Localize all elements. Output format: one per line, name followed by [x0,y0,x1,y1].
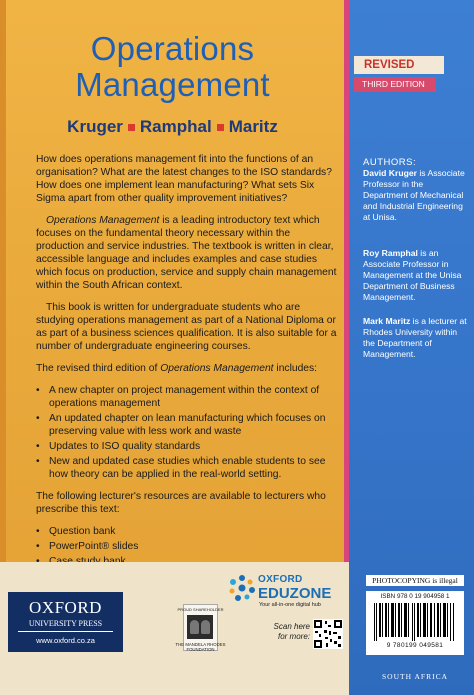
title-line-1: Operations [90,30,255,67]
figure-icon [190,620,199,634]
title-line-2: Management [75,66,270,103]
list-item: • PowerPoint® slides [36,540,337,553]
barcode-digits: 9 780199 049581 [386,642,444,649]
list-item: • Question bank [36,525,337,538]
oxford-url: www.oxford.co.za [36,636,95,645]
eduzone-dots-icon [228,574,256,602]
author-names [0,117,345,137]
revised-badge: REVISED [354,56,444,74]
eduzone-tagline: Your all-in-one digital hub [259,602,321,608]
eduzone-logo [228,570,348,610]
author-bio-name: David Kruger [363,168,417,178]
blurb-audience: This book is written for undergraduate students who are studying operations management as part of a National Diploma or as part of a business sciences qualification. It is also suitable for a number of undergraduate engineering courses. [36,302,337,352]
mandela-top-label: PROUD SHAREHOLDER [177,607,224,612]
author-bio-ramphal [363,248,467,303]
divider [18,631,113,632]
isbn-label: ISBN 978 0 19 904958 1 [380,593,450,600]
portrait-icon [187,615,213,639]
figure-icon [201,620,210,634]
author-bio-text: is a lecturer at Rhodes University within the Department of Management. [363,316,467,359]
includes-intro-pre: The revised third edition of [36,363,161,374]
author-bio-maritz [363,316,467,360]
author-kruger: Kruger [67,117,123,136]
edition-badge: THIRD EDITION [354,77,436,92]
oxford-logo [8,592,123,652]
qr-code-icon [313,619,343,649]
author-bio-text: is an Associate Professor in Management at the Unisa Department of Business Management. [363,248,462,302]
separator-square-icon [128,124,135,131]
barcode-icon [374,603,456,641]
includes-intro-post: includes: [273,363,318,374]
photocopy-notice: PHOTOCOPYING is illegal [366,575,464,586]
author-bio-name: Roy Ramphal [363,248,418,258]
author-maritz: Maritz [228,117,278,136]
includes-list [36,384,337,481]
resources-intro: The following lecturer's resources are available to lecturers who prescribe this text: [36,491,326,515]
list-item: • Updates to ISO quality standards [36,440,337,453]
book-title-italic: Operations Management [160,363,274,374]
oxford-name: OXFORD [29,598,102,617]
blurb-questions: How does operations management fit into the functions of an organisation? What are the latest changes to the ISO standards? How does one implement lean manufacturing? What sets Six Sigma apart from other quality improvement initiatives? [36,154,332,204]
author-bio-name: Mark Maritz [363,316,411,326]
list-item: • An updated chapter on lean manufacturing which focuses on preserving value with less work and waste [36,412,337,438]
list-item: • A new chapter on project management within the context of operations management [36,384,337,410]
list-item: • New and updated case studies which enable students to see how theory can be applied in the real-world setting. [36,455,337,481]
mandela-bottom-label: THE MANDELA RHODES FOUNDATION [175,642,226,652]
eduzone-name: EDUZONE [258,585,332,602]
oxford-subtitle: UNIVERSITY PRESS [28,619,103,628]
includes-intro [36,362,337,375]
mandela-rhodes-badge [175,604,226,652]
blurb [36,153,337,592]
barcode [366,591,464,655]
author-ramphal: Ramphal [139,117,212,136]
authors-heading: AUTHORS: [363,157,417,168]
country-label: SOUTH AFRICA [382,672,448,681]
author-bio-text: is Associate Professor in the Department of Mechanical and Industrial Engineering at Unisa. [363,168,465,222]
book-title-italic: Operations Management [46,215,160,226]
blurb-description-text: is a leading introductory text which focuses on the fundamental theory necessary within the production and service industries. The textbook is written in clear, accessible language and includes examples and case studies which focus on production, service and supply chain management within the South African context. [36,215,337,291]
qr-code[interactable] [313,619,343,649]
scan-prompt: Scan here for more: [273,622,310,641]
blurb-description [36,214,337,292]
author-bio-kruger [363,168,467,223]
separator-square-icon [217,124,224,131]
eduzone-oxford: OXFORD [258,574,303,585]
